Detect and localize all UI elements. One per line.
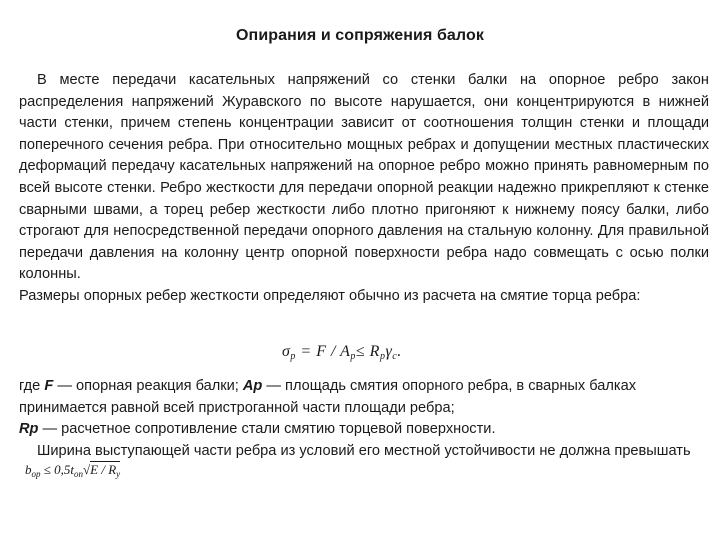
rp-definition-text: — расчетное сопротивление стали смятию торцевой поверхности. [38, 421, 496, 438]
symbol-rp: Rp [19, 421, 39, 438]
main-text [19, 70, 709, 308]
where-definition [19, 376, 709, 419]
formula-rhs: = F / A [295, 343, 351, 360]
formula-gamma-sub: c [392, 351, 398, 362]
formula2-t-sub: on [74, 469, 83, 480]
paragraph-rib-sizes: Размеры опорных ребер жесткости определяют обычно из расчета на смятие торца ребра: [19, 287, 641, 304]
formula-sigma-sub: p [290, 351, 296, 362]
formula-r-sub: p [379, 351, 386, 362]
formula2-r-sub: y [116, 469, 121, 480]
formula2-le: ≤ 0,5t [40, 462, 74, 478]
paragraph-bearing-ribs: В месте передачи касательных напряжений со стенки балки на опорное ребро закон распределения напряжений Журавского по высоте нарушается, они концентрируются в нижней части стенки, причем степень концентрации зависит от соотношения толщин стенки и площади поперечного сечения ребра. При относительно мощных ребрах и допущении местных пластических деформаций передачу касательных напряжений на опорное ребро можно принять равномерным по всей высоте стенки. Ребро жесткости для передачи опорной реакции надежно прикрепляют к стенке сварными швами, а торец ребер жесткости либо плотно пригоняют к нижнему поясу балки, либо строгают для непосредственной передачи опорного давления на стальную колонну. Для правильной передачи давления на колонну центр опорной поверхности ребра надо совмещать с осью полки колонны. [19, 72, 709, 283]
formula-a-sub: p [350, 351, 356, 362]
formula2-radicand-wrap [90, 461, 121, 480]
ap-definition: — площадь смятия опорного ребра, в сварных балках принимается равной всей пристроганной части площади ребра; [19, 378, 637, 416]
definitions-text [19, 376, 709, 489]
formula-sigma: σ [282, 343, 291, 360]
bearing-stress-formula [282, 343, 402, 362]
where-prefix: где [19, 378, 45, 394]
formula2-radicand: E / R [90, 462, 117, 478]
width-requirement: Ширина выступающей части ребра из условий его местной устойчивости не должна превышать $b_{op} \le 0,5t_{on}√E / R_y$ [19, 441, 709, 489]
rp-definition [19, 419, 709, 441]
formula-end: . [397, 343, 402, 360]
formula2-b-sub: op [31, 469, 41, 480]
formula-le: ≤ R [355, 343, 380, 360]
symbol-ap: Ap [242, 378, 263, 394]
sqrt-icon: √ [83, 462, 91, 478]
symbol-f: F [44, 378, 54, 394]
formula-gamma: γ [385, 343, 393, 360]
page-title: Опирания и сопряжения балок [236, 27, 484, 44]
rib-width-formula [25, 462, 121, 480]
width-formula-line [19, 462, 121, 481]
f-definition: — опорная реакция балки; [53, 378, 243, 394]
formula2-b: b [25, 462, 32, 478]
